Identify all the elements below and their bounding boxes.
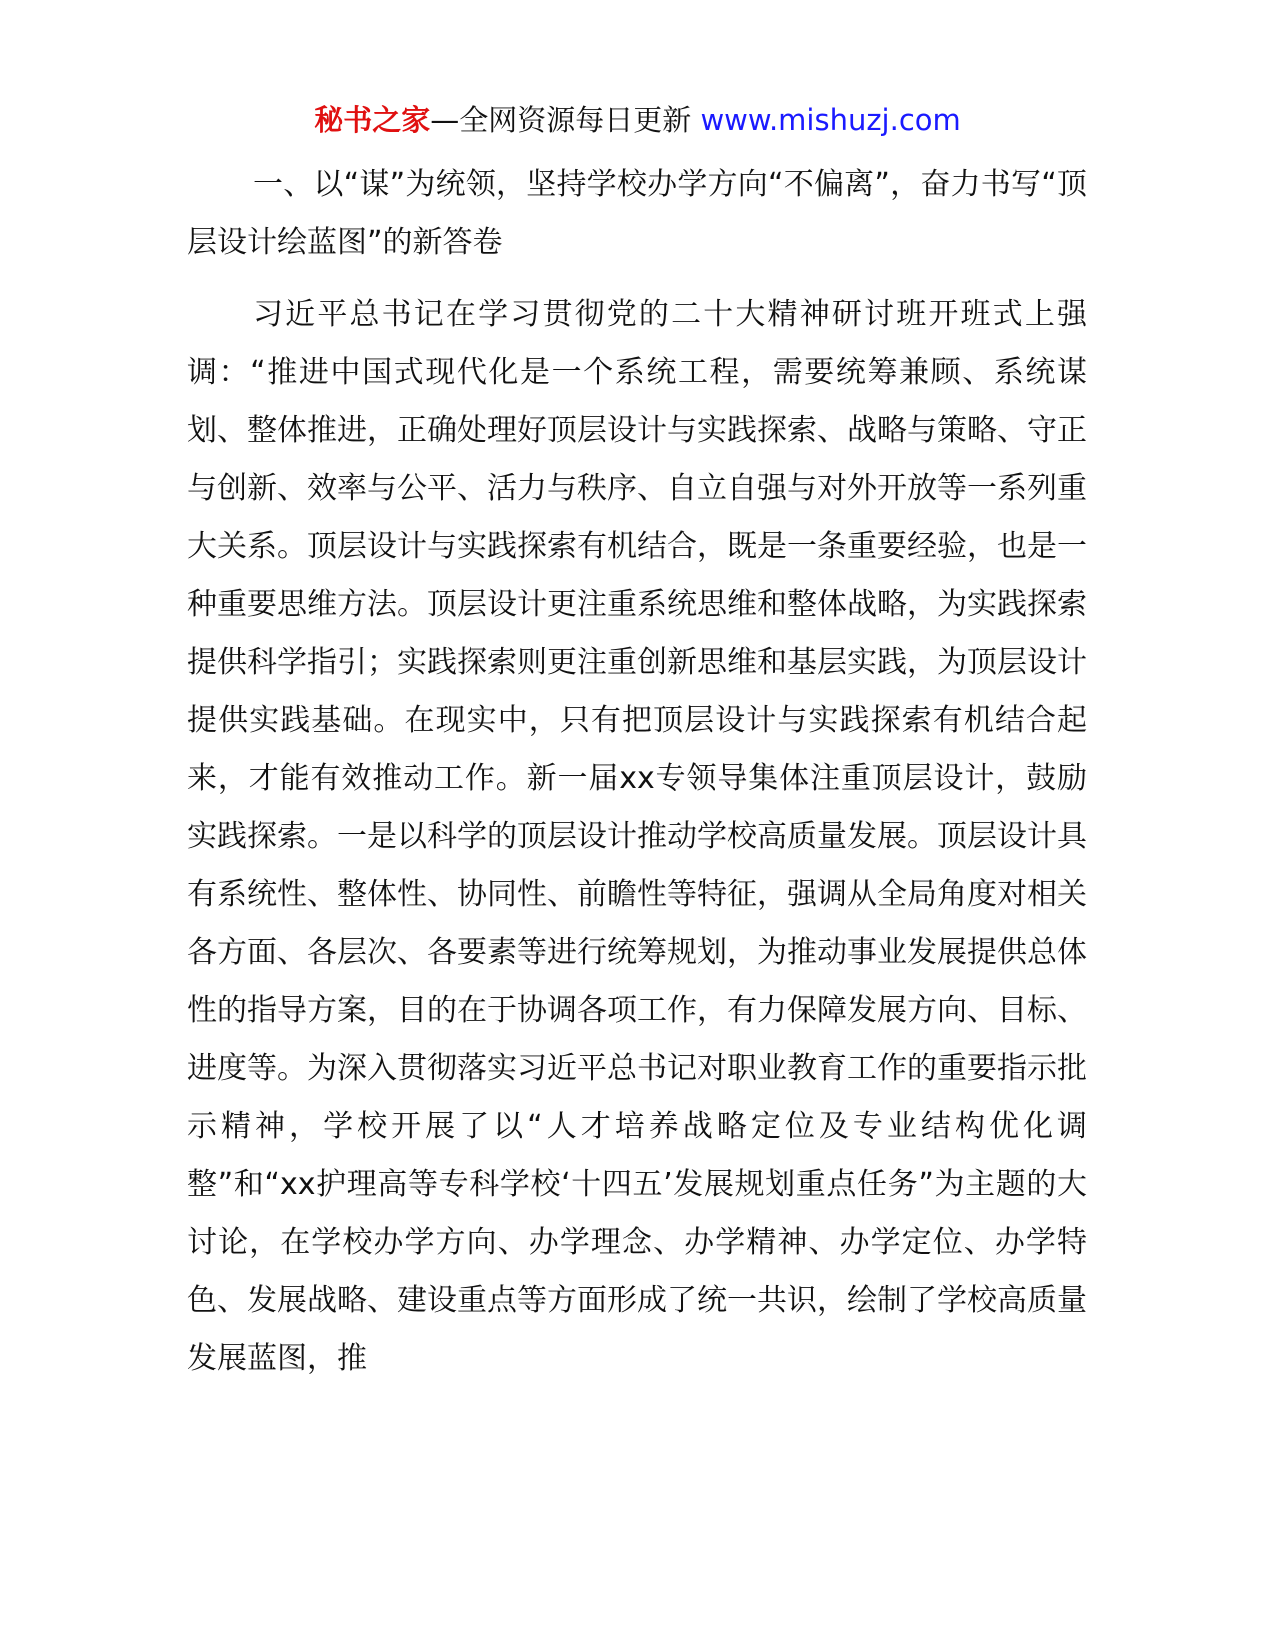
page-header [0,100,1275,140]
document-body [187,156,1087,1388]
site-url-link[interactable]: www.mishuzj.com [700,103,961,137]
header-tagline: —全网资源每日更新 [430,103,692,137]
brand-name: 秘书之家 [314,103,431,137]
section-heading: 一、以“谋”为统领，坚持学校办学方向“不偏离”，奋力书写“顶层设计绘蓝图”的新答卷 [187,167,1087,260]
body-paragraph: 习近平总书记在学习贯彻党的二十大精神研讨班开班式上强调：“推进中国式现代化是一个系统工程，需要统筹兼顾、系统谋划、整体推进，正确处理好顶层设计与实践探索、战略与策略、守正与创新、效率与公平、活力与秩序、自立自强与对外开放等一系列重大关系。顶层设计与实践探索有机结合，既是一条重要经验，也是一种重要思维方法。顶层设计更注重系统思维和整体战略，为实践探索提供科学指引；实践探索则更注重创新思维和基层实践，为顶层设计提供实践基础。在现实中，只有把顶层设计与实践探索有机结合起来，才能有效推动工作。新一届xx专领导集体注重顶层设计，鼓励实践探索。一是以科学的顶层设计推动学校高质量发展。顶层设计具有系统性、整体性、协同性、前瞻性等特征，强调从全局角度对相关各方面、各层次、各要素等进行统筹规划，为推动事业发展提供总体性的指导方案，目的在于协调各项工作，有力保障发展方向、目标、进度等。为深入贯彻落实习近平总书记对职业教育工作的重要指示批示精神，学校开展了以“人才培养战略定位及专业结构优化调整”和“xx护理高等专科学校‘十四五’发展规划重点任务”为主题的大讨论，在学校办学方向、办学理念、办学精神、办学定位、办学特色、发展战略、建设重点等方面形成了统一共识，绘制了学校高质量发展蓝图，推 [187,297,1087,1376]
